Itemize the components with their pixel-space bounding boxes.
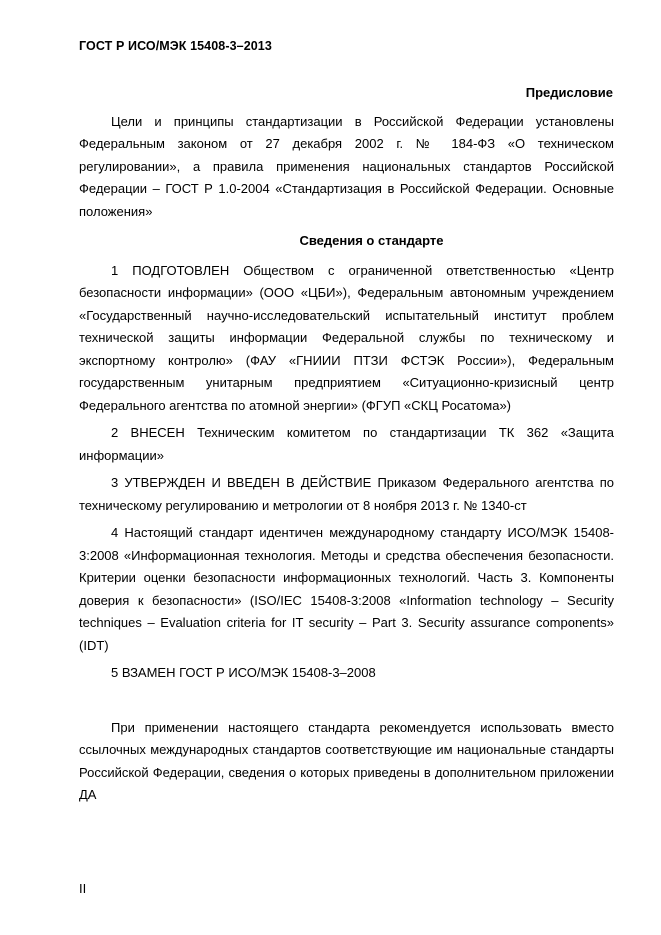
document-header: ГОСТ Р ИСО/МЭК 15408-3–2013 (79, 39, 272, 53)
foreword-title: Предисловие (525, 85, 613, 100)
foreword-paragraph: Цели и принципы стандартизации в Российской Федерации установлены Федеральным законом от 27 декабря 2002 г. № 184-ФЗ «О техническом регулировании», а правила применения национальных стандартов Российской Федерации – ГОСТ Р 1.0-2004 «Стандартизация в Российской Федерации. Основные положения» (79, 113, 614, 219)
page-content (79, 82, 614, 807)
info-item-4: 4 Настоящий стандарт идентичен международному стандарту ИСО/МЭК 15408-3:2008 «Информационная технология. Методы и средства обеспечения безопасности. Критерии оценки безопасности информационных технологий. Часть 3. Компоненты доверия к безопасности» (ISO/IEC 15408-3:2008 «Information technology – Security techniques – Evaluation criteria for IT security – Part 3. Security assurance components» (IDT) (79, 525, 614, 653)
page-number: II (79, 881, 87, 896)
info-item-5: 5 ВЗАМЕН ГОСТ Р ИСО/МЭК 15408-3–2008 (111, 665, 376, 680)
usage-note-paragraph: При применении настоящего стандарта рекомендуется использовать вместо ссылочных международных стандартов соответствующие им национальные стандарты Российской Федерации, сведения о которых приведены в дополнительном приложении ДА (79, 719, 614, 802)
info-item-1: 1 ПОДГОТОВЛЕН Обществом с ограниченной ответственностью «Центр безопасности информации» (ООО «ЦБИ»), Федеральным автономным учреждением «Государственный научно-исследовательский испытательный институт проблем технической защиты информации Федеральной службы по техническому и экспортному контролю» (ФАУ «ГНИИИ ПТЗИ ФСТЭК России»), Федеральным государственным унитарным предприятием «Ситуационно-кризисный центр Федерального агентства по атомной энергии» (ФГУП «СКЦ Росатома») (79, 262, 614, 413)
standard-info-title: Сведения о стандарте (299, 233, 444, 248)
info-item-3: 3 УТВЕРЖДЕН И ВВЕДЕН В ДЕЙСТВИЕ Приказом Федерального агентства по техническому регулированию и метрологии от 8 ноября 2013 г. № 1340-ст (79, 475, 614, 513)
info-item-2: 2 ВНЕСЕН Техническим комитетом по стандартизации ТК 362 «Защита информации» (79, 425, 614, 463)
